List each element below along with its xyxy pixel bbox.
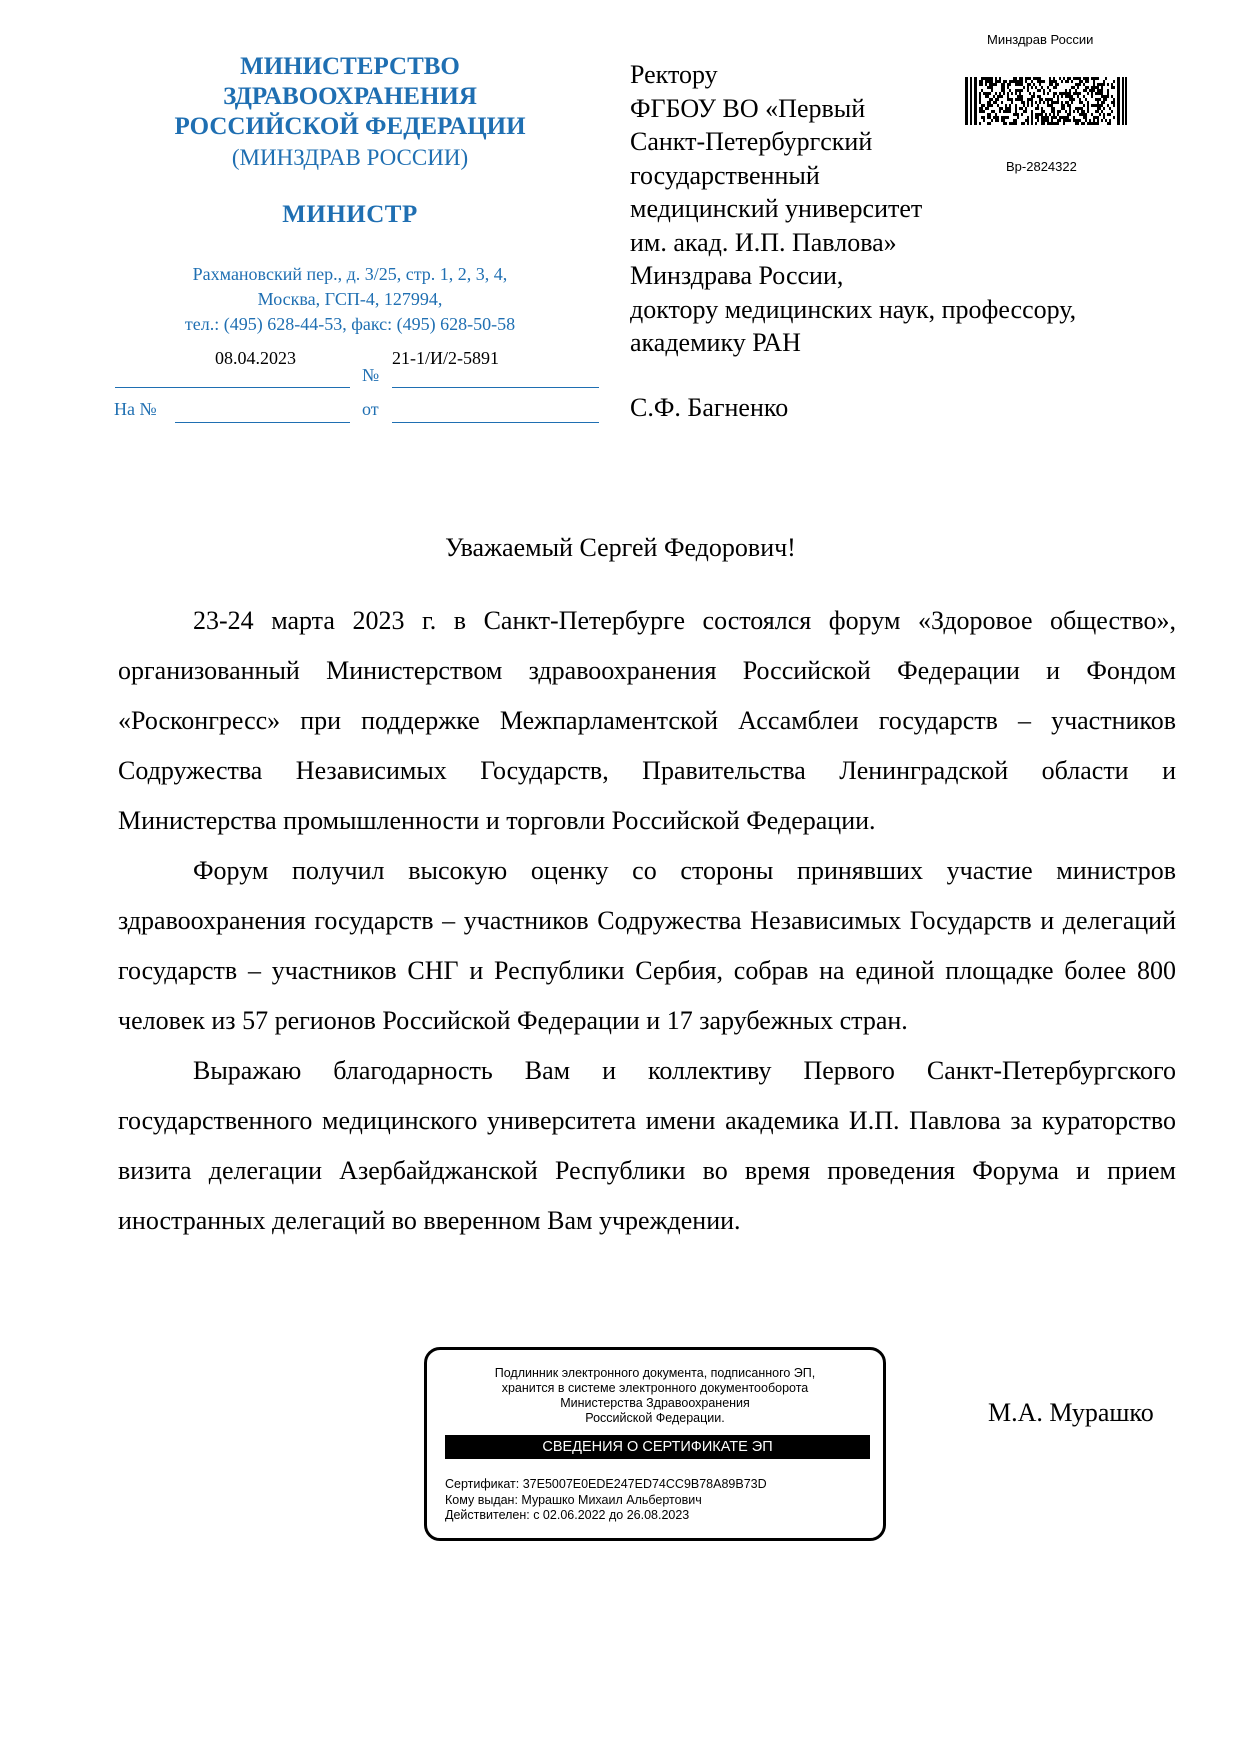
addressee-line: медицинский университет — [630, 194, 923, 223]
addressee-line: государственный — [630, 160, 820, 190]
letterhead-title: МИНИСТР — [282, 201, 418, 228]
stamp-header-line: хранится в системе электронного документооборота — [501, 1381, 809, 1395]
stamp-header — [427, 1366, 883, 1426]
address-line: Москва, ГСП-4, 127994, — [257, 289, 443, 309]
address-line: Рахмановский пер., д. 3/25, стр. 1, 2, 3, 4, — [192, 264, 508, 284]
ministry-name-line: МИНИСТЕРСТВО — [240, 53, 460, 80]
stamp-header-line: Подлинник электронного документа, подписанного ЭП, — [494, 1366, 816, 1380]
letter-paragraph: 23-24 марта 2023 г. в Санкт-Петербурге состоялся форум «Здоровое общество», организованный Министерством здравоохранения Российской Федерации и Фондом «Росконгресс» при поддержке Межпарламентской Ассамблеи государств – участников Содружества Независимых Государств, Правительства Ленинградской области и Министерства промышленности и торговли Российской Федерации. — [118, 606, 1176, 835]
addressee-line: Минздрава России, — [630, 261, 844, 290]
barcode-caption-bottom: Вр-2824322 — [1006, 159, 1077, 174]
addressee-line: Ректору — [630, 60, 718, 89]
addressee-line: академику РАН — [630, 328, 801, 357]
reference-number-label: На № — [114, 399, 157, 419]
ministry-abbreviation: (МИНЗДРАВ РОССИИ) — [231, 145, 469, 170]
reference-number-underline — [175, 422, 350, 423]
address-line: тел.: (495) 628-44-53, факс: (495) 628-50-58 — [184, 314, 516, 334]
signer-name: М.А. Мурашко — [988, 1398, 1154, 1427]
registration-number: 21-1/И/2-5891 — [392, 348, 499, 368]
stamp-banner: СВЕДЕНИЯ О СЕРТИФИКАТЕ ЭП — [445, 1435, 870, 1459]
certificate-owner: Кому выдан: Мурашко Михаил Альбертович — [445, 1492, 702, 1507]
addressee-line: Санкт-Петербургский — [630, 127, 873, 156]
addressee-line: им. акад. И.П. Павлова» — [630, 227, 897, 257]
addressee-line: доктору медицинских наук, профессору, — [630, 294, 1077, 324]
ministry-name — [105, 52, 595, 142]
letter-paragraph: Выражаю благодарность Вам и коллективу Первого Санкт-Петербургского государственного медицинского университета имени академика И.П. Павлова за кураторство визита делегации Азербайджанской Республики во время проведения Форума и прием иностранных делегаций во вверенном Вам учреждении. — [118, 1056, 1176, 1235]
letter-paragraph: Форум получил высокую оценку со стороны принявших участие министров здравоохранения государств – участников Содружества Независимых Государств и делегаций государств – участников СНГ и Республики Сербия, собрав на единой площадке более 800 человек из 57 регионов Российской Федерации и 17 зарубежных стран. — [118, 856, 1176, 1035]
ministry-name-line: ЗДРАВООХРАНЕНИЯ — [223, 83, 477, 110]
registration-date: 08.04.2023 — [215, 348, 296, 368]
certificate-id: Сертификат: 37E5007E0EDE247ED74CC9B78A89B73D — [445, 1477, 767, 1491]
number-label: № — [362, 365, 380, 385]
stamp-header-line: Министерства Здравоохранения — [560, 1396, 750, 1410]
number-underline — [392, 387, 599, 388]
addressee-line: ФГБОУ ВО «Первый — [630, 93, 866, 123]
stamp-header-line: Российской Федерации. — [585, 1411, 725, 1425]
ministry-address — [105, 262, 595, 337]
addressee-block — [630, 58, 1076, 360]
letter-greeting: Уважаемый Сергей Федорович! — [445, 533, 796, 562]
barcode-caption-top: Минздрав России — [987, 32, 1094, 47]
certificate-details — [445, 1477, 767, 1524]
ministry-name-line: РОССИЙСКОЙ ФЕДЕРАЦИИ — [174, 113, 526, 140]
addressee-name: С.Ф. Багненко — [630, 393, 789, 422]
letter-body — [118, 596, 1176, 1246]
electronic-signature-stamp — [424, 1347, 886, 1541]
reference-date-underline — [392, 422, 599, 423]
reference-date-label: от — [362, 399, 379, 419]
certificate-validity: Действителен: с 02.06.2022 до 26.08.2023 — [445, 1508, 690, 1522]
date-underline — [115, 387, 350, 388]
